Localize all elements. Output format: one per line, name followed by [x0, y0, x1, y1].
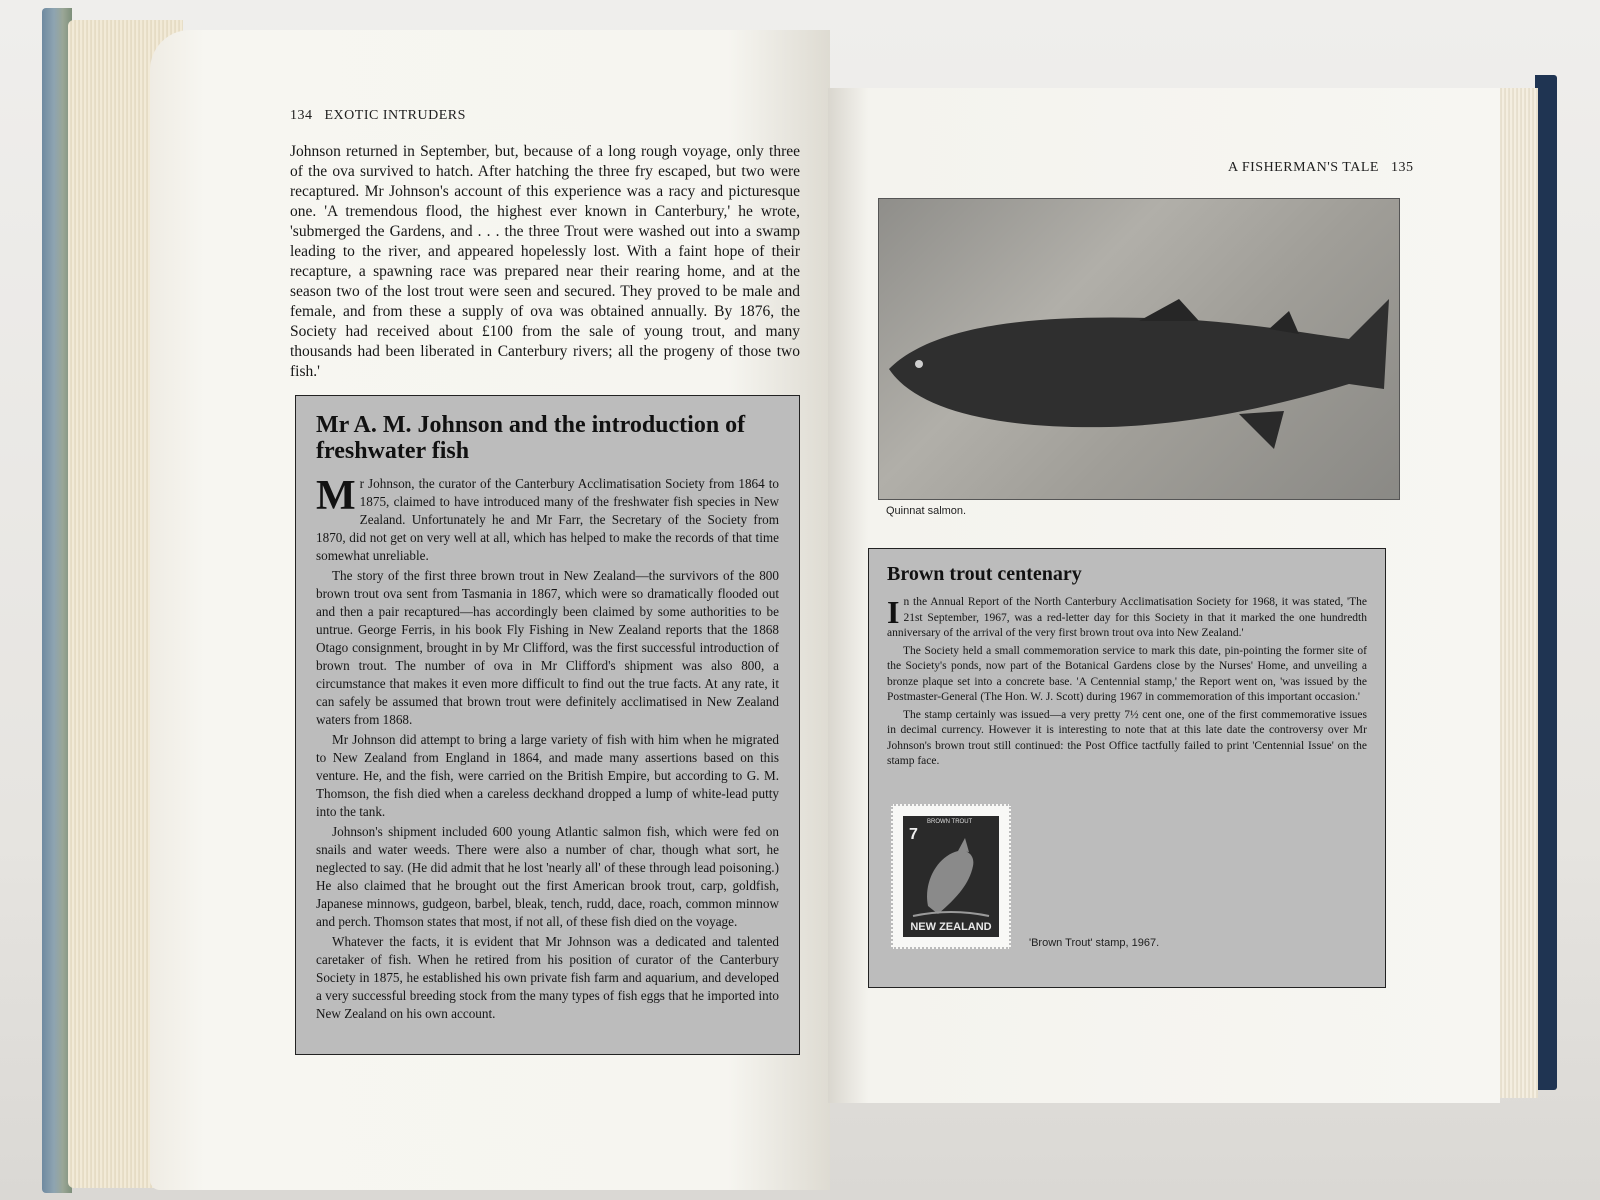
- sidebar-title: Mr A. M. Johnson and the introduction of freshwater fish: [316, 412, 746, 465]
- trout-icon: [903, 816, 999, 937]
- left-body-text: [290, 142, 800, 382]
- stamp-country: NEW ZEALAND: [910, 921, 992, 933]
- stamp-top-label: BROWN TROUT: [927, 819, 973, 825]
- right-running-title: A FISHERMAN'S TALE: [1228, 160, 1379, 175]
- sidebar-paragraph-text: r Johnson, the curator of the Canterbury Acclimatisation Society from 1864 to 1875, claimed to have introduced many of the freshwater fish species in New Zealand. Unfortunately he and Mr Farr, the Secretary of the Society from 1870, did not get on very well at all, which has helped to make the records of that time somewhat unreliable.: [316, 475, 779, 563]
- sidebar-paragraph: The story of the first three brown trout in New Zealand—the survivors of the 800 brown trout ova sent from Tasmania in 1867, which were so dramatically flooded out and then a pair recaptured—has accordingly been claimed by some authorities to be untrue. George Ferris, in his book Fly Fishing in New Zealand reports that the 1868 Otago consignment, brought in by Mr Clifford, was the first successful introduction of brown trout. The number of ova in Mr Clifford's shipment was also 800, a circumstance that makes it even more difficult to find out the true facts. At any rate, it can safely be assumed that brown trout were definitely acclimatised in New Zealand waters from 1868.: [316, 567, 779, 727]
- sidebar-body: [887, 595, 1367, 770]
- left-page: [150, 30, 830, 1190]
- sidebar-paragraph: Mr Johnson did attempt to bring a large variety of fish with him when he migrated to New Zealand from England in 1864, and made many assertions based on this venture. He, and the fish, were carried on the British Empire, but according to G. M. Thomson, the fish died when a careless deckhand dropped a lump of white-lead putty into the tank.: [316, 731, 779, 819]
- stamp-caption: 'Brown Trout' stamp, 1967.: [1029, 937, 1160, 949]
- salmon-illustration: [879, 199, 1399, 499]
- sidebar-paragraph: [316, 472, 779, 565]
- right-running-head: [1228, 160, 1421, 176]
- sidebar-paragraph: The Society held a small commemoration service to mark this date, pin-pointing the former site of the Society's ponds, now part of the Botanical Gardens close by the Nurses' Home, and unveiling a bronze plaque set into a concrete base. 'A Centennial stamp,' the Report went on, 'was issued by the Postmaster-General (The Hon. W. J. Scott) during 1967 in commemoration of this important occasion.': [887, 644, 1367, 703]
- sidebar-paragraph: [887, 595, 1367, 642]
- right-page: [828, 88, 1500, 1103]
- drop-cap: I: [887, 594, 900, 630]
- sidebar-box-centenary: [868, 548, 1386, 988]
- sidebar-box-johnson: [295, 395, 800, 1055]
- sidebar-body: [316, 472, 779, 1023]
- sidebar-paragraph: Whatever the facts, it is evident that Mr Johnson was a dedicated and talented caretaker of fish. When he retired from his position of curator of the Canterbury Society in 1875, he established his own private fish farm and aquarium, and developed a very successful breeding stock from the many types of fish eggs that he imported into New Zealand on his own account.: [316, 933, 779, 1021]
- drop-cap: M: [316, 472, 356, 519]
- stamp-value: 7: [909, 826, 918, 843]
- left-running-head: [290, 108, 466, 124]
- salmon-photo: [878, 198, 1400, 500]
- photo-caption: Quinnat salmon.: [886, 505, 967, 517]
- sidebar-paragraph: The stamp certainly was issued—a very pretty 7½ cent one, one of the first commemorative issues in decimal currency. However it is interesting to note that at this late date the controversy over Mr Johnson's brown trout still continued: the Post Office tactfully failed to print 'Centennial Issue' on the stamp face.: [887, 708, 1367, 767]
- book-cover-right: [1535, 75, 1557, 1090]
- trout-stamp: [891, 804, 1011, 949]
- sidebar-paragraph-text: n the Annual Report of the North Canterbury Acclimatisation Society for 1968, it was stated, 'The 21st September, 1967, was a red-letter day for this Society in that it marked the one hundredth anniversary of the arrival of the very first brown trout ova into New Zealand.': [887, 596, 1367, 639]
- sidebar-paragraph: Johnson's shipment included 600 young Atlantic salmon fish, which were fed on snails and water weeds. There were also a number of char, though what sort, he neglected to say. (He did admit that he lost 'nearly all' of these through lead poisoning.) He also claimed that he brought out the first American brook trout, carp, goldfish, Japanese minnows, gudgeon, barbel, bleak, tench, rudd, dace, roach, common minnow and perch. Thomson states that most, if not all, of these fish died on the voyage.: [316, 823, 779, 929]
- right-page-number: 135: [1390, 160, 1414, 175]
- sidebar-title: Brown trout centenary: [887, 563, 1082, 585]
- left-running-title: EXOTIC INTRUDERS: [324, 108, 466, 123]
- left-page-number: 134: [290, 108, 313, 123]
- stamp-image: [903, 816, 999, 937]
- body-paragraph: Johnson returned in September, but, because of a long rough voyage, only three of the ova survived to hatch. After hatching the three fry escaped, but two were recaptured. Mr Johnson's account of this experience was a racy and picturesque one. 'A tremendous flood, the highest ever known in Canterbury,' he wrote, 'submerged the Gardens, and . . . the three Trout were washed out into a swamp leading to the river, and appeared hopelessly lost. With a faint hope of their recapture, a spawning race was prepared near their rearing home, and at the season two of the lost trout were seen and secured. They proved to be male and female, and from these a supply of ova was obtained annually. By 1876, the Society had received about £100 from the sale of young trout, and many thousands had been liberated in Canterbury rivers; all the progeny of those two fish.': [290, 143, 800, 380]
